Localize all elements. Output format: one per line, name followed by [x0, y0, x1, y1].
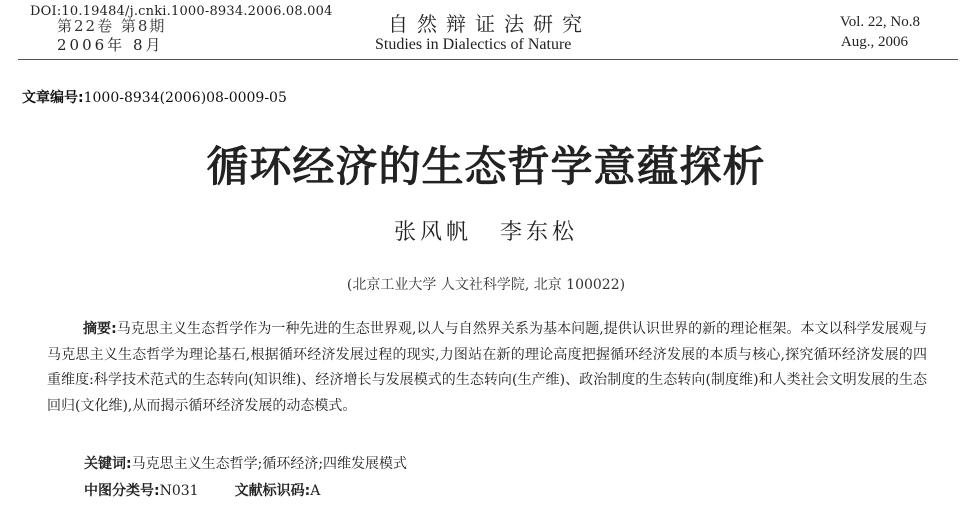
date-en: Aug., 2006	[840, 34, 908, 50]
article-number-value: 1000-8934(2006)08-0009-05	[83, 90, 287, 106]
keywords-text: 马克思主义生态哲学;循环经济;四维发展模式	[131, 456, 408, 472]
doc-code-value: A	[310, 483, 321, 499]
doi-text: DOI:10.19484/j.cnki.1000-8934.2006.08.004	[30, 4, 333, 19]
volume-en: Vol. 22, No.8	[839, 14, 920, 30]
article-number	[22, 87, 287, 107]
journal-title-en: Studies in Dialectics of Nature	[375, 36, 572, 53]
keywords	[84, 453, 407, 473]
author-name: 张风帆	[393, 220, 472, 245]
article-number-label: 文章编号:	[22, 90, 84, 106]
paper-title: 循环经济的生态哲学意蕴探析	[206, 142, 766, 191]
abstract	[47, 317, 927, 419]
affiliation: (北京工业大学 人文社科学院, 北京 100022)	[346, 277, 626, 293]
header-divider	[18, 59, 958, 60]
journal-title-cn: 自然辩证法研究	[388, 12, 591, 36]
abstract-label: 摘要:	[83, 321, 117, 337]
issue-cn: 第22卷 第8期	[57, 17, 167, 35]
abstract-text: 马克思主义生态哲学作为一种先进的生态世界观,以人与自然界关系为基本问题,提供认识世界的新的理论框架。本文以科学发展观与马克思主义生态哲学为理论基石,根据循环经济发展过程的现实,力图站在新的理论高度把握循环经济发展的本质与核心,探究循环经济发展的四重维度:科学技术范式的生态转向(知识维)、经济增长与发展模式的生态转向(生产维)、政治制度的生态转向(制度维)和人类社会文明发展的生态回归(文化维),从而揭示循环经济发展的动态模式。	[47, 321, 927, 414]
author-name: 李东松	[500, 220, 579, 245]
date-cn: 2006年 8月	[57, 36, 164, 54]
classification-line	[84, 480, 320, 500]
classification-label: 中图分类号:	[84, 483, 160, 499]
authors	[0, 215, 972, 246]
keywords-label: 关键词:	[84, 456, 132, 472]
classification-value: N031	[159, 483, 199, 499]
doc-code-label: 文献标识码:	[234, 483, 311, 499]
